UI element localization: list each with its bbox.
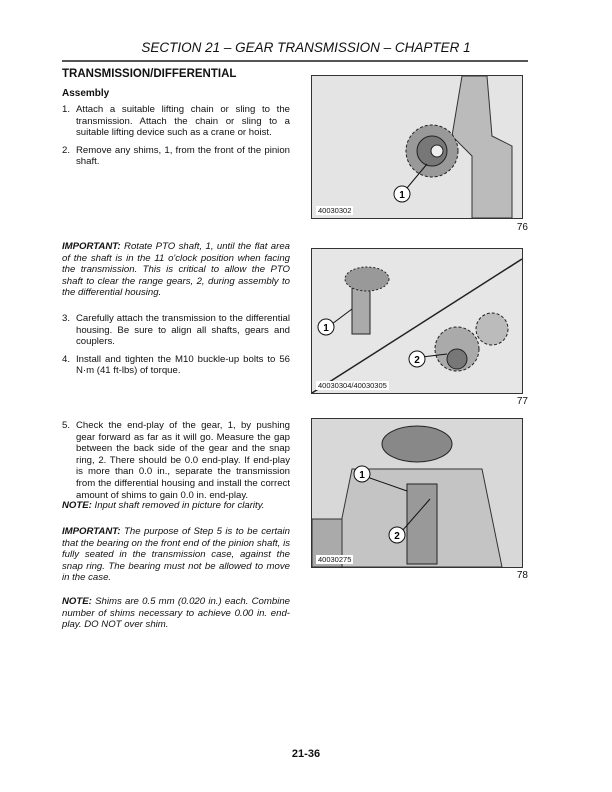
figure-76-image [311, 75, 523, 219]
subsection-title: Assembly [62, 88, 110, 99]
step-5-block [62, 420, 290, 507]
steps-3-4 [62, 313, 290, 383]
pinion-shaft-illustration [312, 76, 522, 218]
figure-77-image [311, 248, 523, 394]
figure-id: 40030302 [318, 206, 352, 215]
figure-number: 76 [516, 222, 528, 233]
note-2: NOTE: Shims are 0.5 mm (0.020 in.) each. Combine number of shims necessary to achieve 0.00 in. end-play. DO NOT over shim. [62, 596, 290, 631]
callout-1: 1 [399, 190, 405, 201]
note-1: NOTE: Input shaft removed in picture for clarity. [62, 500, 265, 511]
section-title: TRANSMISSION/DIFFERENTIAL [62, 68, 237, 80]
figure-id: 40030275 [318, 555, 352, 564]
figure-id: 40030304/40030305 [318, 381, 387, 390]
important-note-1: IMPORTANT: Rotate PTO shaft, 1, until the flat area of the shaft is in the 11 o'clock position when facing the transmission. This is critical to allow the PTO shaft to clear the range gears, 2, during assembly to the differential housing. [62, 241, 290, 299]
callout-1: 1 [359, 470, 365, 481]
step-3: 3. Carefully attach the transmission to the differential housing. Be sure to align all shafts, gears and couplers. [62, 313, 290, 348]
figure-number: 77 [516, 396, 528, 407]
step-1: 1. Attach a suitable lifting chain or sling to the transmission. Attach the chain or sling to a suitable lifting device such as a crane or hoist. [62, 104, 290, 139]
step-2: 2. Remove any shims, 1, from the front of the pinion shaft. [62, 144, 290, 168]
callout-1: 1 [323, 323, 329, 334]
callout-2: 2 [414, 355, 420, 366]
step-4: 4. Install and tighten the M10 buckle-up bolts to 56 N·m (41 ft-lbs) of torque. [62, 353, 290, 377]
important-note-2: IMPORTANT: The purpose of Step 5 is to be certain that the bearing on the front end of the pinion shaft, is fully seated in the transmission case, against the snap ring. The bearing must not be allowed to move in the case. [62, 526, 290, 584]
figure-number: 78 [516, 570, 528, 581]
steps-1-2 [62, 104, 290, 174]
figure-78-image [311, 418, 523, 568]
header-rule [62, 60, 528, 62]
pto-shaft-range-gears-illustration [312, 249, 522, 393]
step-5: 5. Check the end-play of the gear, 1, by pushing gear forward as far as it will go. Measure the gap between the back side of the gear and the snap ring, 2. There should be 0.0 end-play. If end-play is more than 0.0 in., separate the transmission from the differential housing and install the correct amount of shims to gain 0.0 in. end-play. [62, 420, 290, 501]
page-number: 21-36 [291, 748, 321, 760]
end-play-gear-illustration [312, 419, 522, 567]
section-header: SECTION 21 – GEAR TRANSMISSION – CHAPTER 1 [141, 40, 471, 55]
callout-2: 2 [394, 531, 400, 542]
